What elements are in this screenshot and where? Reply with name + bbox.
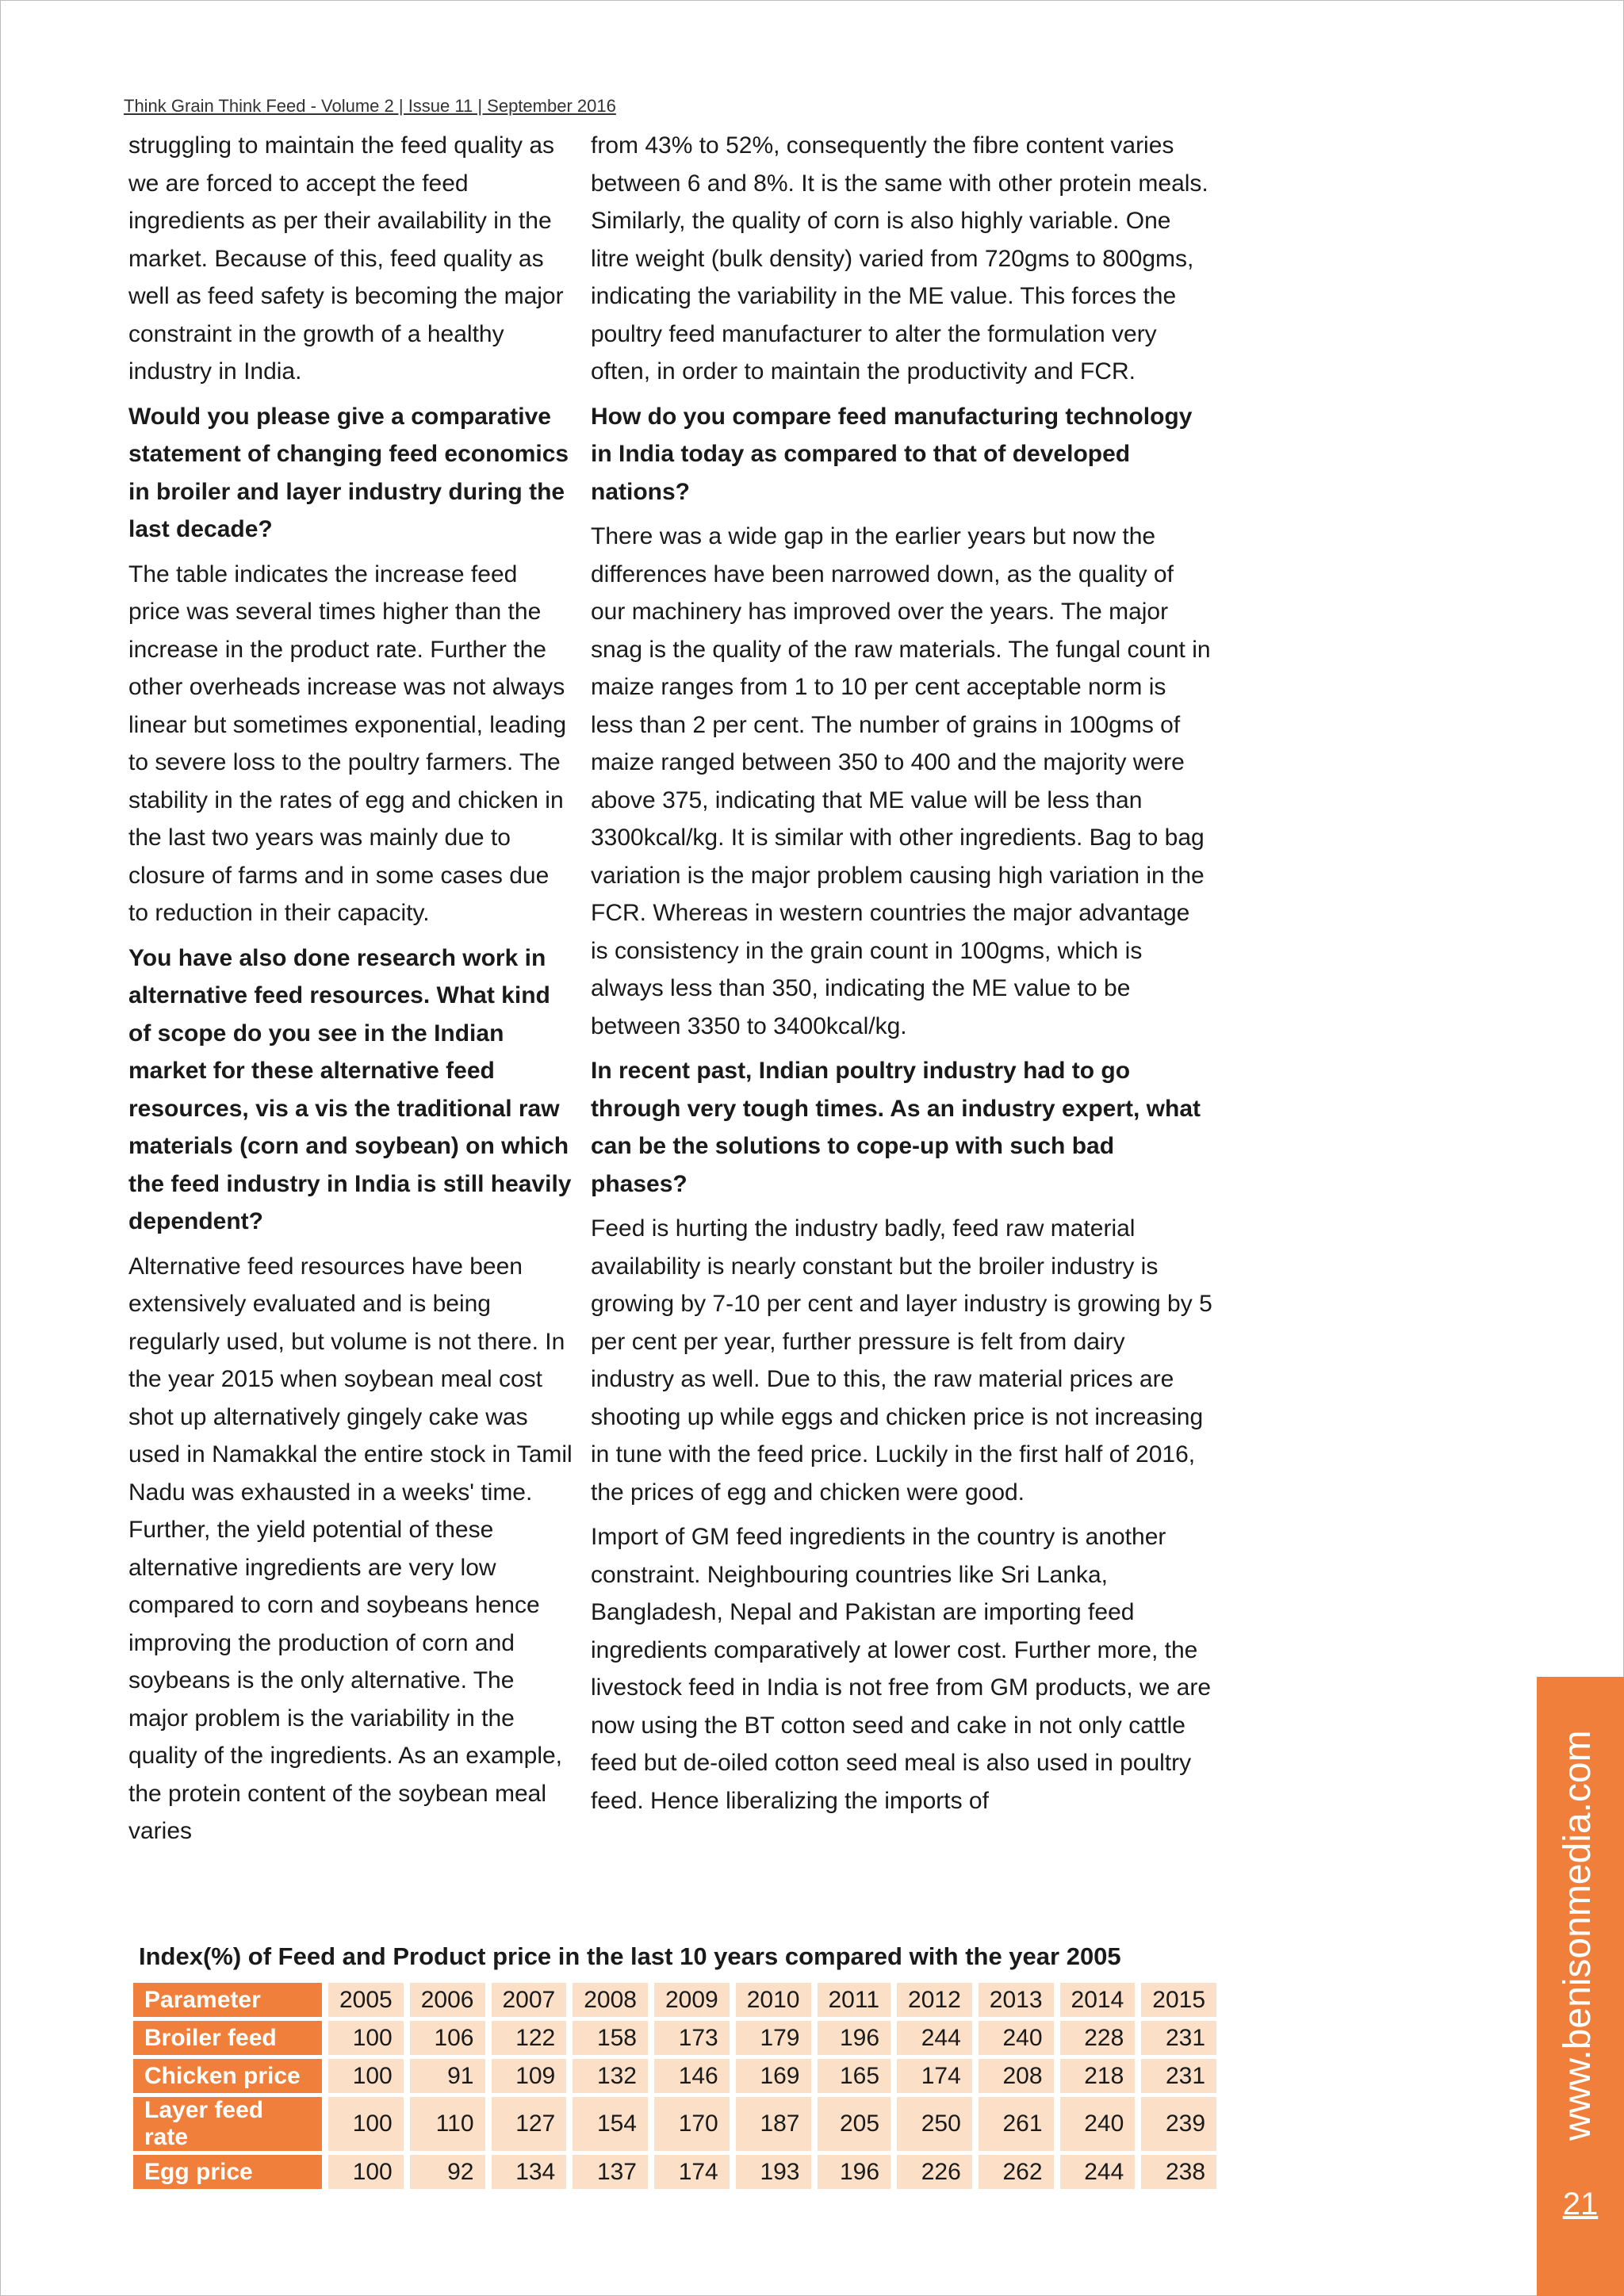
table-cell: 109 — [492, 2059, 567, 2093]
website-link[interactable]: www.benisonmedia.com — [1557, 1730, 1599, 2141]
question-heading: You have also done research work in alternative feed resources. What kind of scope do you see in the Indian market for these alternative feed resources, vis a vis the traditional raw materials (corn and soybean) on which the feed industry in India is still heavily dependent? — [128, 944, 572, 1234]
paragraph: struggling to maintain the feed quality as we are forced to accept the feed ingredients as per their availability in the market. Because of this, feed quality as well as feed safety is becoming the major constraint in the growth of a healthy industry in India. — [128, 132, 564, 385]
table-cell: 173 — [654, 2021, 730, 2055]
table-cell: 91 — [410, 2059, 485, 2093]
table-row — [133, 2021, 1216, 2055]
header-cell-year: 2006 — [410, 1983, 485, 2017]
table-cell: 154 — [573, 2097, 648, 2151]
table-cell: 205 — [818, 2097, 891, 2151]
page-number: 21 — [1562, 2187, 1599, 2221]
table-cell: 238 — [1141, 2155, 1216, 2189]
table-cell: 169 — [736, 2059, 811, 2093]
table-cell: 196 — [818, 2021, 891, 2055]
table-header-row — [133, 1983, 1216, 2017]
table-cell: 122 — [492, 2021, 567, 2055]
table-cell: 208 — [979, 2059, 1054, 2093]
table-cell: 106 — [410, 2021, 485, 2055]
table-cell: 100 — [328, 2021, 404, 2055]
table-cell: 193 — [736, 2155, 811, 2189]
table-cell: 165 — [818, 2059, 891, 2093]
table-cell: 92 — [410, 2155, 485, 2189]
table-cell: 174 — [897, 2059, 972, 2093]
question-heading: In recent past, Indian poultry industry had to go through very tough times. As an industry expert, what can be the solutions to cope-up with such bad phases? — [591, 1058, 1201, 1197]
table-title: Index(%) of Feed and Product price in the last 10 years compared with the year 2005 — [139, 1942, 1121, 1970]
header-cell-year: 2007 — [492, 1983, 567, 2017]
header-cell-year: 2009 — [654, 1983, 730, 2017]
header-cell-year: 2015 — [1141, 1983, 1216, 2017]
right-column — [591, 127, 1213, 1827]
header-cell-year: 2011 — [818, 1983, 891, 2017]
table-cell: 137 — [573, 2155, 648, 2189]
paragraph: Feed is hurting the industry badly, feed raw material availability is nearly constant but the broiler industry is growing by 7-10 per cent and layer industry is growing by 5 per cent per year, further pressure is felt from dairy industry as well. Due to this, the raw material prices are shooting up while eggs and chicken price is not increasing in tune with the feed price. Luckily in the first half of 2016, the prices of egg and chicken were good. — [591, 1215, 1212, 1506]
table-cell: 218 — [1060, 2059, 1136, 2093]
table-cell: 100 — [328, 2097, 404, 2151]
table-cell: 240 — [1060, 2097, 1136, 2151]
table-cell: 244 — [1060, 2155, 1136, 2189]
header-cell-year: 2013 — [979, 1983, 1054, 2017]
row-label: Broiler feed — [133, 2021, 322, 2055]
price-index-table — [127, 1979, 1223, 2193]
table-cell: 244 — [897, 2021, 972, 2055]
table-cell: 179 — [736, 2021, 811, 2055]
paragraph: Import of GM feed ingredients in the country is another constraint. Neighbouring countries like Sri Lanka, Bangladesh, Nepal and Pakistan are importing feed ingredients comparatively at lower cost. Further more, the livestock feed in India is not free from GM products, we are now using the BT cotton seed and cake in not only cattle feed but de-oiled cotton seed meal is also used in poultry feed. Hence liberalizing the imports of — [591, 1524, 1212, 1814]
table-cell: 231 — [1141, 2059, 1216, 2093]
header-cell-year: 2010 — [736, 1983, 811, 2017]
row-label: Egg price — [133, 2155, 322, 2189]
table-cell: 132 — [573, 2059, 648, 2093]
table-cell: 228 — [1060, 2021, 1136, 2055]
paragraph: There was a wide gap in the earlier years but now the differences have been narrowed down, as the quality of our machinery has improved over the years. The major snag is the quality of the raw materials. The fungal count in maize ranges from 1 to 10 per cent acceptable norm is less than 2 per cent. The number of grains in 100gms of maize ranged between 350 to 400 and the majority were above 375, indicating that ME value will be less than 3300kcal/kg. It is similar with other ingredients. Bag to bag variation is the major problem causing high variation in the FCR. Whereas in western countries the major advantage is consistency in the grain count in 100gms, which is always less than 350, indicating the ME value to be between 3350 to 3400kcal/kg. — [591, 523, 1211, 1039]
table-cell: 250 — [897, 2097, 972, 2151]
table-cell: 226 — [897, 2155, 972, 2189]
table-cell: 262 — [979, 2155, 1054, 2189]
table-cell: 170 — [654, 2097, 730, 2151]
table-cell: 261 — [979, 2097, 1054, 2151]
header-cell-parameter: Parameter — [133, 1983, 322, 2017]
table-cell: 158 — [573, 2021, 648, 2055]
table-cell: 146 — [654, 2059, 730, 2093]
issue-header: Think Grain Think Feed - Volume 2 | Issue 11 | September 2016 — [124, 96, 616, 116]
table-cell: 134 — [492, 2155, 567, 2189]
row-label: Chicken price — [133, 2059, 322, 2093]
paragraph: The table indicates the increase feed price was several times higher than the increase in the product rate. Further the other overheads increase was not always linear but sometimes exponential, leading to severe loss to the poultry farmers. The stability in the rates of egg and chicken in the last two years was mainly due to closure of farms and in some cases due to reduction in their capacity. — [128, 561, 566, 926]
table-cell: 196 — [818, 2155, 891, 2189]
table-cell: 174 — [654, 2155, 730, 2189]
table-cell: 127 — [492, 2097, 567, 2151]
header-cell-year: 2008 — [573, 1983, 648, 2017]
paragraph: Alternative feed resources have been extensively evaluated and is being regularly used, but volume is not there. In the year 2015 when soybean meal cost shot up alternatively gingely cake was used in Namakkal the entire stock in Tamil Nadu was exhausted in a weeks' time. Further, the yield potential of these alternative ingredients are very low compared to corn and soybeans hence improving the production of corn and soybeans is the only alternative. The major problem is the variability in the quality of the ingredients. As an example, the protein content of the soybean meal varies — [128, 1253, 573, 1844]
question-heading: Would you please give a comparative statement of changing feed economics in broiler and layer industry during the last decade? — [128, 403, 569, 542]
table-cell: 100 — [328, 2059, 404, 2093]
table-cell: 240 — [979, 2021, 1054, 2055]
table-row — [133, 2155, 1216, 2189]
table-row — [133, 2097, 1216, 2151]
question-heading: How do you compare feed manufacturing technology in India today as compared to that of developed nations? — [591, 403, 1193, 505]
row-label: Layer feed rate — [133, 2097, 322, 2151]
header-cell-year: 2014 — [1060, 1983, 1136, 2017]
left-column — [128, 127, 573, 1858]
paragraph: from 43% to 52%, consequently the fibre content varies between 6 and 8%. It is the same with other protein meals. Similarly, the quality of corn is also highly variable. One litre weight (bulk density) varied from 720gms to 800gms, indicating the variability in the ME value. This forces the poultry feed manufacturer to alter the formulation very often, in order to maintain the productivity and FCR. — [591, 132, 1208, 385]
header-cell-year: 2005 — [328, 1983, 404, 2017]
table-cell: 110 — [410, 2097, 485, 2151]
table-cell: 100 — [328, 2155, 404, 2189]
table-cell: 231 — [1141, 2021, 1216, 2055]
table-row — [133, 2059, 1216, 2093]
table-cell: 187 — [736, 2097, 811, 2151]
table-cell: 239 — [1141, 2097, 1216, 2151]
header-cell-year: 2012 — [897, 1983, 972, 2017]
